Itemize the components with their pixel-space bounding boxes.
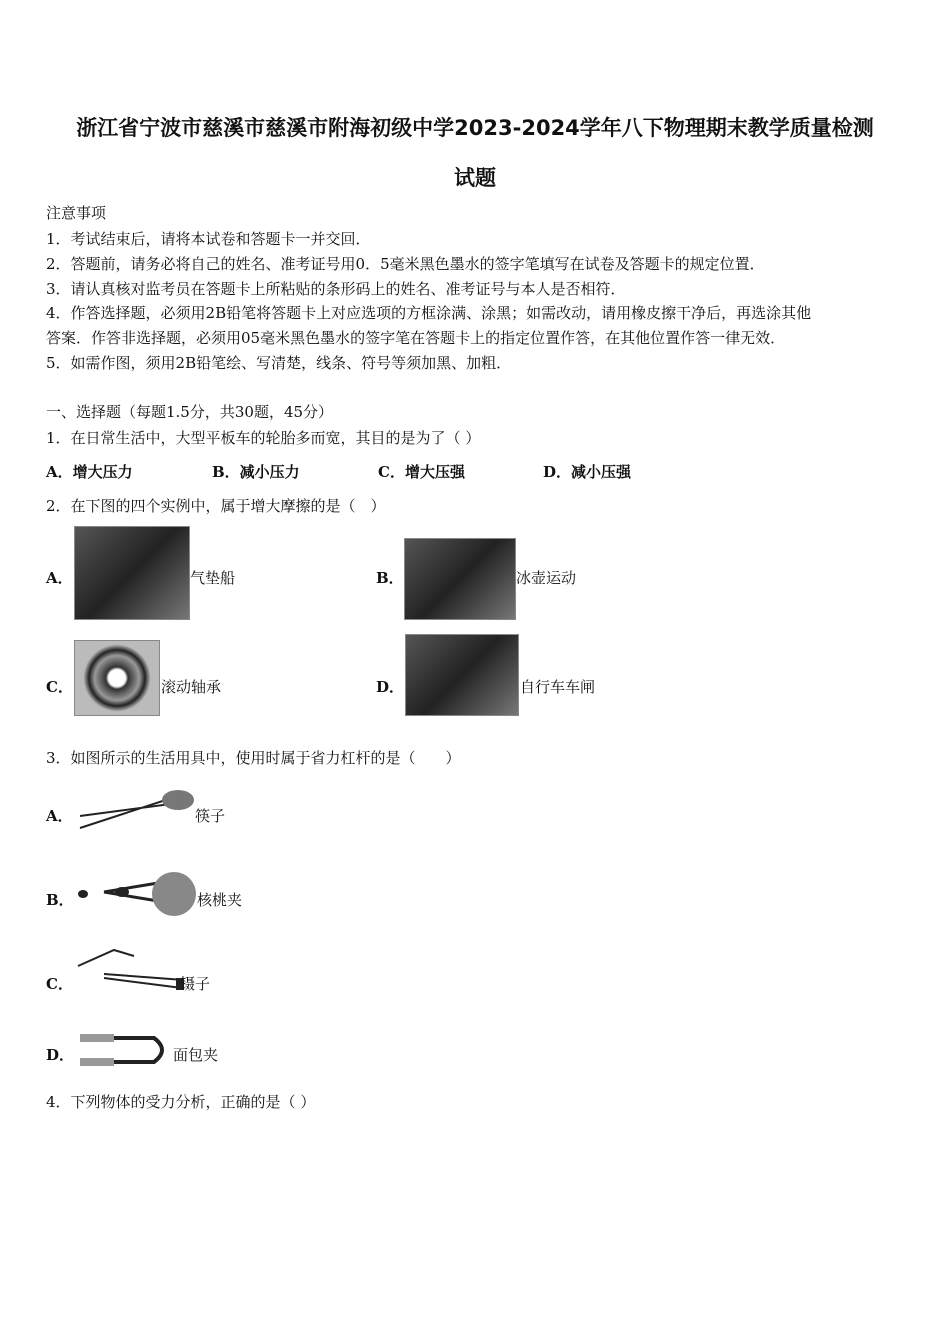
tweezers-image <box>74 944 186 994</box>
q1-option-c: C．增大压强 <box>378 463 465 481</box>
bicycle-brake-image <box>405 634 519 716</box>
note-item: 2．答题前，请务必将自己的姓名、准考证号用0．5毫米黑色墨水的签字笔填写在试卷及答题卡的规定位置． <box>46 255 765 273</box>
question-1-stem: 1．在日常生活中，大型平板车的轮胎多而宽，其目的是为了（ ） <box>46 429 481 447</box>
q2-option-a-letter: A． <box>46 569 73 587</box>
question-3-stem: 3．如图所示的生活用具中，使用时属于省力杠杆的是（ ） <box>46 749 461 767</box>
note-item: 5．如需作图，须用2B铅笔绘、写清楚，线条、符号等须加黑、加粗． <box>46 354 512 372</box>
hovercraft-image <box>74 526 190 620</box>
chopsticks-image <box>74 782 196 834</box>
note-item: 3．请认真核对监考员在答题卡上所粘贴的条形码上的姓名、准考证号与本人是否相符． <box>46 280 626 298</box>
q3-option-b-letter: B． <box>46 891 74 909</box>
q3-option-c-label: 镊子 <box>180 975 211 993</box>
q3-option-d-label: 面包夹 <box>173 1046 219 1064</box>
q1-option-b: B．减小压力 <box>212 463 300 481</box>
q3-option-d-letter: D． <box>46 1046 75 1064</box>
doc-title-line2: 试题 <box>454 166 496 190</box>
notes-heading: 注意事项 <box>46 204 107 222</box>
q2-option-c-label: 滚动轴承 <box>161 678 222 696</box>
note-item: 1．考试结束后，请将本试卷和答题卡一并交回． <box>46 230 371 248</box>
bearing-image <box>74 640 160 716</box>
q1-option-a: A．增大压力 <box>46 463 133 481</box>
curling-image <box>404 538 516 620</box>
section-heading: 一、选择题（每题1.5分，共30题，45分） <box>46 403 334 421</box>
q1-option-d: D．减小压强 <box>543 463 632 481</box>
q3-option-c-letter: C． <box>46 975 73 993</box>
nutcracker-image <box>74 862 198 920</box>
bread-tongs-image <box>74 1028 174 1072</box>
q2-option-c-letter: C． <box>46 678 73 696</box>
q2-option-d-letter: D． <box>376 678 405 696</box>
q2-option-d-label: 自行车车闸 <box>520 678 596 696</box>
q2-option-b-letter: B． <box>376 569 404 587</box>
note-item: 4．作答选择题，必须用2B铅笔将答题卡上对应选项的方框涂满、涂黑；如需改动，请用橡皮擦干净后，再选涂其他 <box>46 304 812 322</box>
q3-option-b-label: 核桃夹 <box>197 891 243 909</box>
question-4-stem: 4．下列物体的受力分析，正确的是（ ） <box>46 1093 316 1111</box>
question-2-stem: 2．在下图的四个实例中，属于增大摩擦的是（ ） <box>46 497 386 515</box>
q2-option-a-label: 气垫船 <box>190 569 236 587</box>
q3-option-a-letter: A． <box>46 807 73 825</box>
q3-option-a-label: 筷子 <box>195 807 226 825</box>
doc-title-line1: 浙江省宁波市慈溪市慈溪市附海初级中学2023-2024学年八下物理期末教学质量检测 <box>76 116 874 140</box>
q2-option-b-label: 冰壶运动 <box>516 569 577 587</box>
note-item: 答案．作答非选择题，必须用05毫米黑色墨水的签字笔在答题卡上的指定位置作答，在其他位置作答一律无效． <box>46 329 786 347</box>
